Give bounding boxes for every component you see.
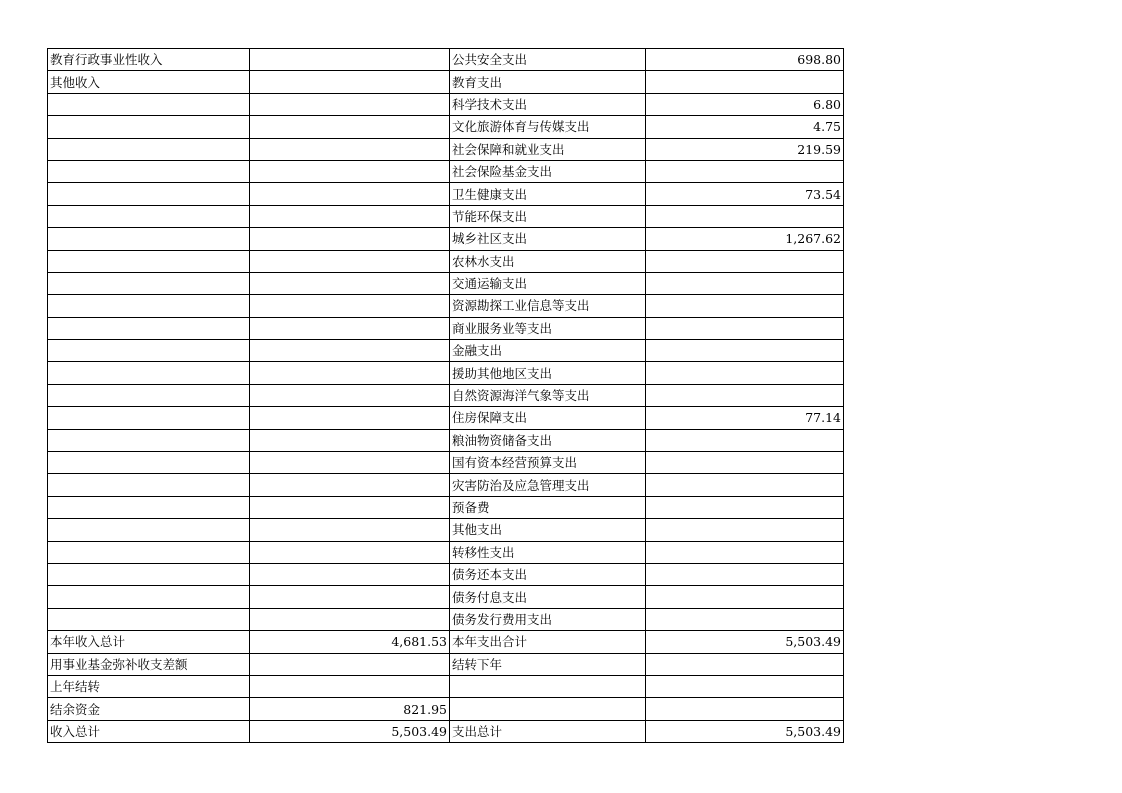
- expense-item-value: [646, 362, 844, 384]
- income-item-value: [250, 340, 450, 362]
- year-expense-value: 5,503.49: [646, 631, 844, 653]
- table-row: [48, 563, 844, 585]
- income-item-value: [250, 474, 450, 496]
- table-row: [48, 71, 844, 93]
- income-item-label: [48, 138, 250, 160]
- table-row: [48, 384, 844, 406]
- income-item-label: [48, 384, 250, 406]
- expense-item-label: 卫生健康支出: [450, 183, 646, 205]
- table-row: [48, 250, 844, 272]
- detail-rows: [48, 49, 844, 631]
- income-item-label: [48, 407, 250, 429]
- surplus-value: 821.95: [250, 698, 450, 720]
- expense-item-label: 城乡社区支出: [450, 228, 646, 250]
- expense-item-label: 社会保障和就业支出: [450, 138, 646, 160]
- table-row: [48, 586, 844, 608]
- expense-item-value: 73.54: [646, 183, 844, 205]
- expense-item-label: 其他支出: [450, 519, 646, 541]
- expense-item-value: [646, 340, 844, 362]
- empty-cell: [450, 675, 646, 697]
- expense-item-value: [646, 205, 844, 227]
- fund-gap-row: [48, 653, 844, 675]
- expense-item-label: 粮油物资储备支出: [450, 429, 646, 451]
- income-item-label: [48, 250, 250, 272]
- year-income-label: 本年收入总计: [48, 631, 250, 653]
- expense-item-value: [646, 250, 844, 272]
- table-row: [48, 407, 844, 429]
- income-item-value: [250, 608, 450, 630]
- expense-item-value: [646, 608, 844, 630]
- expense-item-value: 4.75: [646, 116, 844, 138]
- income-item-value: [250, 49, 450, 71]
- income-item-label: [48, 272, 250, 294]
- expense-item-label: 文化旅游体育与传媒支出: [450, 116, 646, 138]
- table-row: [48, 541, 844, 563]
- budget-table: [47, 48, 844, 743]
- table-row: [48, 228, 844, 250]
- income-item-label: [48, 608, 250, 630]
- income-item-value: [250, 272, 450, 294]
- carry-forward-value: [646, 653, 844, 675]
- last-year-label: 上年结转: [48, 675, 250, 697]
- income-item-value: [250, 429, 450, 451]
- table-row: [48, 429, 844, 451]
- income-item-value: [250, 138, 450, 160]
- table-row: [48, 160, 844, 182]
- expense-item-label: 农林水支出: [450, 250, 646, 272]
- income-item-label: [48, 452, 250, 474]
- last-year-row: [48, 675, 844, 697]
- table-row: [48, 205, 844, 227]
- surplus-row: [48, 698, 844, 720]
- expense-item-value: [646, 586, 844, 608]
- income-item-value: [250, 183, 450, 205]
- carry-forward-label: 结转下年: [450, 653, 646, 675]
- income-item-label: 教育行政事业性收入: [48, 49, 250, 71]
- expense-total-label: 支出总计: [450, 720, 646, 742]
- expense-item-value: [646, 317, 844, 339]
- table-row: [48, 93, 844, 115]
- expense-item-value: [646, 384, 844, 406]
- expense-item-value: [646, 452, 844, 474]
- table-row: [48, 452, 844, 474]
- income-item-value: [250, 228, 450, 250]
- expense-item-value: 698.80: [646, 49, 844, 71]
- expense-item-value: [646, 272, 844, 294]
- income-item-label: [48, 496, 250, 518]
- income-item-value: [250, 452, 450, 474]
- year-income-value: 4,681.53: [250, 631, 450, 653]
- expense-item-label: 债务付息支出: [450, 586, 646, 608]
- income-item-label: [48, 116, 250, 138]
- income-item-label: [48, 160, 250, 182]
- income-item-value: [250, 160, 450, 182]
- expense-item-label: 资源勘探工业信息等支出: [450, 295, 646, 317]
- table-row: [48, 496, 844, 518]
- expense-item-value: [646, 71, 844, 93]
- surplus-label: 结余资金: [48, 698, 250, 720]
- income-item-value: [250, 71, 450, 93]
- table-row: [48, 272, 844, 294]
- empty-cell: [646, 675, 844, 697]
- expense-item-label: 转移性支出: [450, 541, 646, 563]
- income-item-value: [250, 295, 450, 317]
- table-row: [48, 519, 844, 541]
- expense-item-value: [646, 160, 844, 182]
- income-item-value: [250, 496, 450, 518]
- expense-item-label: 教育支出: [450, 71, 646, 93]
- income-item-label: [48, 183, 250, 205]
- expense-item-value: [646, 519, 844, 541]
- expense-item-label: 灾害防治及应急管理支出: [450, 474, 646, 496]
- income-item-label: [48, 563, 250, 585]
- expense-item-label: 住房保障支出: [450, 407, 646, 429]
- fund-gap-value: [250, 653, 450, 675]
- fund-gap-label: 用事业基金弥补收支差额: [48, 653, 250, 675]
- income-item-value: [250, 519, 450, 541]
- expense-item-label: 国有资本经营预算支出: [450, 452, 646, 474]
- income-item-label: [48, 93, 250, 115]
- income-item-label: [48, 541, 250, 563]
- year-expense-label: 本年支出合计: [450, 631, 646, 653]
- income-item-label: [48, 205, 250, 227]
- summary-rows: [48, 631, 844, 743]
- income-item-value: [250, 250, 450, 272]
- income-item-label: [48, 429, 250, 451]
- expense-item-label: 节能环保支出: [450, 205, 646, 227]
- table-row: [48, 608, 844, 630]
- table-row: [48, 49, 844, 71]
- empty-cell: [646, 698, 844, 720]
- table-row: [48, 362, 844, 384]
- expense-item-value: [646, 563, 844, 585]
- income-item-value: [250, 116, 450, 138]
- income-item-label: [48, 362, 250, 384]
- table-row: [48, 340, 844, 362]
- income-item-value: [250, 317, 450, 339]
- income-item-label: [48, 317, 250, 339]
- income-item-value: [250, 407, 450, 429]
- expense-item-label: 社会保险基金支出: [450, 160, 646, 182]
- expense-item-value: [646, 541, 844, 563]
- last-year-value: [250, 675, 450, 697]
- income-item-value: [250, 541, 450, 563]
- expense-item-value: [646, 496, 844, 518]
- expense-item-label: 金融支出: [450, 340, 646, 362]
- table-row: [48, 116, 844, 138]
- income-item-value: [250, 586, 450, 608]
- income-item-value: [250, 93, 450, 115]
- expense-item-label: 债务发行费用支出: [450, 608, 646, 630]
- income-item-label: [48, 519, 250, 541]
- income-item-value: [250, 205, 450, 227]
- table-row: [48, 474, 844, 496]
- expense-item-label: 债务还本支出: [450, 563, 646, 585]
- income-total-label: 收入总计: [48, 720, 250, 742]
- income-item-label: 其他收入: [48, 71, 250, 93]
- expense-item-value: 6.80: [646, 93, 844, 115]
- expense-item-label: 援助其他地区支出: [450, 362, 646, 384]
- table-row: [48, 183, 844, 205]
- expense-item-value: [646, 474, 844, 496]
- table-row: [48, 317, 844, 339]
- expense-item-label: 商业服务业等支出: [450, 317, 646, 339]
- income-item-label: [48, 340, 250, 362]
- expense-total-value: 5,503.49: [646, 720, 844, 742]
- table-row: [48, 295, 844, 317]
- table-row: [48, 138, 844, 160]
- income-item-label: [48, 474, 250, 496]
- income-item-value: [250, 384, 450, 406]
- income-item-label: [48, 228, 250, 250]
- income-total-value: 5,503.49: [250, 720, 450, 742]
- expense-item-label: 公共安全支出: [450, 49, 646, 71]
- empty-cell: [450, 698, 646, 720]
- expense-item-value: 219.59: [646, 138, 844, 160]
- expense-item-label: 科学技术支出: [450, 93, 646, 115]
- income-item-value: [250, 563, 450, 585]
- income-item-value: [250, 362, 450, 384]
- expense-item-value: 1,267.62: [646, 228, 844, 250]
- year-total-row: [48, 631, 844, 653]
- expense-item-value: [646, 429, 844, 451]
- income-item-label: [48, 295, 250, 317]
- expense-item-label: 交通运输支出: [450, 272, 646, 294]
- income-item-label: [48, 586, 250, 608]
- expense-item-value: [646, 295, 844, 317]
- expense-item-label: 自然资源海洋气象等支出: [450, 384, 646, 406]
- grand-total-row: [48, 720, 844, 742]
- expense-item-value: 77.14: [646, 407, 844, 429]
- expense-item-label: 预备费: [450, 496, 646, 518]
